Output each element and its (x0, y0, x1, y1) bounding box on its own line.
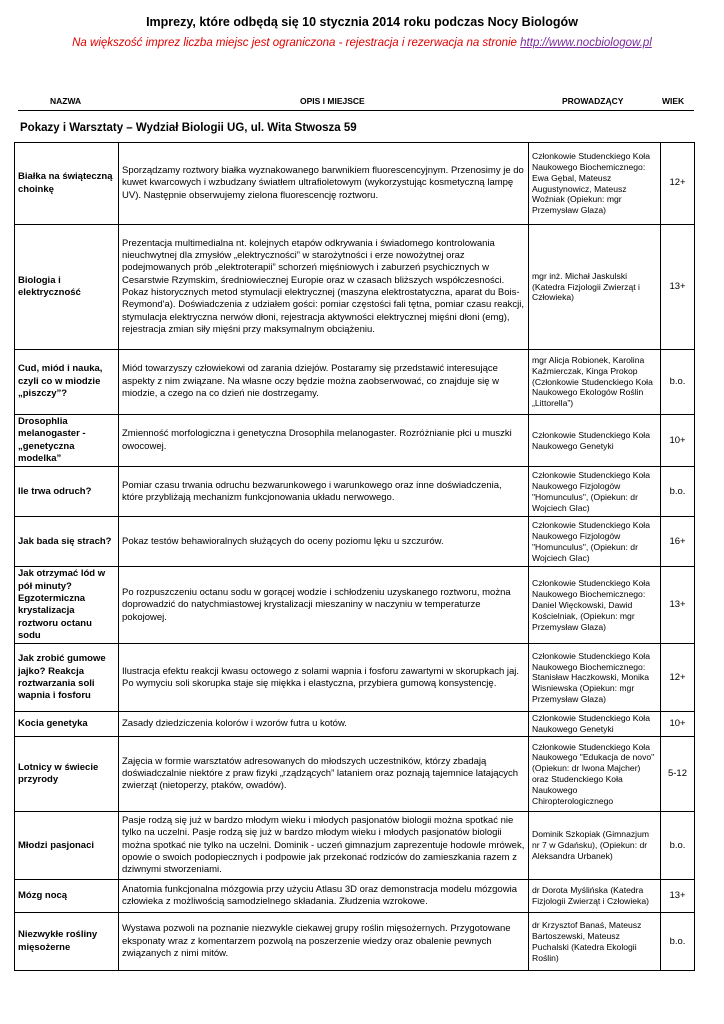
event-description: Pomiar czasu trwania odruchu bezwarunkowego i warunkowego oraz inne doświadczenia, które przybliżają mechanizm funkcjonowania układu nerwowego. (119, 467, 529, 517)
section-heading: Pokazy i Warsztaty – Wydział Biologii UG, ul. Wita Stwosza 59 (20, 122, 357, 134)
table-row (15, 517, 695, 567)
table-row (15, 225, 695, 350)
event-age: b.o. (661, 812, 695, 880)
column-header-age: WIEK (662, 96, 685, 106)
column-header-description: OPIS I MIEJSCE (300, 96, 365, 106)
event-age: b.o. (661, 350, 695, 415)
column-header-name: NAZWA (50, 96, 82, 106)
event-description: Pasje rodzą się już w bardzo młodym wieku i młodych pasjonatów biologii można spotkać nie tylko na uczelni. Pasje rodzą się już w bardzo młodym wieku i młodych pasjonatów biologii można spotkać nie tylko na uczelni. Dominik - uczeń gimnazjum zaprezentuje hodowle mrówek, opowie o swoich podopiecznych i podpowie jak przekonać rodziców do zamieszkania razem z dziwnymi stworzeniami. (119, 812, 529, 880)
table-row (15, 880, 695, 913)
table-row (15, 712, 695, 737)
table-row (15, 644, 695, 712)
event-name: Jak zrobić gumowe jajko? Reakcja roztwarzania soli wapnia i fosforu (15, 644, 119, 712)
event-name: Młodzi pasjonaci (15, 812, 119, 880)
table-row (15, 467, 695, 517)
event-name: Jak otrzymać lód w pół minuty? Egzotermiczna krystalizacja roztworu octanu sodu (15, 567, 119, 644)
event-age: b.o. (661, 467, 695, 517)
event-name: Lotnicy w świecie przyrody (15, 737, 119, 812)
page-title: Imprezy, które odbędą się 10 stycznia 2014 roku podczas Nocy Biologów (146, 15, 578, 29)
event-name: Białka na świąteczną choinkę (15, 143, 119, 225)
event-description: Ilustracja efektu reakcji kwasu octowego z solami wapnia i fosforu zawartymi w skorupkach jaj. Po wymyciu soli skorupka staje się miękka i elastyczna, przybiera gumową konsystencję. (119, 644, 529, 712)
event-host: dr Krzysztof Banaś, Mateusz Bartoszewski, Mateusz Puchalski (Katedra Ekologii Roślin) (529, 913, 661, 971)
event-name: Niezwykłe rośliny mięsożerne (15, 913, 119, 971)
event-description: Po rozpuszczeniu octanu sodu w gorącej wodzie i schłodzeniu uzyskanego roztworu, można doprowadzić do natychmiastowej krystalizacji mieszaniny w naczyniu w temperaturze pokojowej. (119, 567, 529, 644)
registration-text: Na większość imprez liczba miejsc jest ograniczona - rejestracja i rezerwacja na stronie (72, 37, 517, 49)
table-row (15, 913, 695, 971)
event-age: 12+ (661, 143, 695, 225)
event-host: Członkowie Studenckiego Koła Naukowego Biochemicznego: Ewa Gębal, Mateusz Augustynowicz, Mateusz Woźniak (Opiekun: mgr Przemysław Glaza) (529, 143, 661, 225)
event-age: 10+ (661, 415, 695, 467)
event-host: Członkowie Studenckiego Koła Naukowego "Edukacja de novo" (Opiekun: dr Iwona Majcher) oraz Studenckiego Koła Naukowego Chiropterologicznego (529, 737, 661, 812)
event-age: 13+ (661, 567, 695, 644)
event-name: Jak bada się strach? (15, 517, 119, 567)
event-name: Ile trwa odruch? (15, 467, 119, 517)
event-host: mgr Alicja Robionek, Karolina Kaźmierczak, Kinga Prokop (Członkowie Studenckiego Koła Naukowego Ekologów Roślin „Littorella”) (529, 350, 661, 415)
event-host: Członkowie Studenckiego Koła Naukowego Biochemicznego: Stanisław Haczkowski, Monika Wisniewska (Opiekun: mgr Przemysław Glaza) (529, 644, 661, 712)
event-age: 12+ (661, 644, 695, 712)
event-name: Mózg nocą (15, 880, 119, 913)
event-host: Dominik Szkopiak (Gimnazjum nr 7 w Gdańsku), (Opiekun: dr Aleksandra Urbanek) (529, 812, 661, 880)
registration-note (0, 37, 724, 49)
event-age: b.o. (661, 913, 695, 971)
event-host: Członkowie Studenckiego Koła Naukowego Fizjologów "Homunculus", (Opiekun: dr Wojciech Glac) (529, 517, 661, 567)
table-row (15, 737, 695, 812)
event-age: 13+ (661, 225, 695, 350)
event-host: Członkowie Studenckiego Koła Naukowego Genetyki (529, 712, 661, 737)
event-name: Kocia genetyka (15, 712, 119, 737)
event-host: mgr inż. Michał Jaskulski (Katedra Fizjologii Zwierząt i Człowieka) (529, 225, 661, 350)
event-description: Miód towarzyszy człowiekowi od zarania dziejów. Postaramy się przedstawić interesujące aspekty z nim związane. Na własne oczy będzie można zaobserwować, co znajduje się w miodzie, a czego na co dzień nie dostrzegamy. (119, 350, 529, 415)
event-host: Członkowie Studenckiego Koła Naukowego Genetyki (529, 415, 661, 467)
table-row (15, 812, 695, 880)
event-host: Członkowie Studenckiego Koła Naukowego Biochemicznego: Daniel Więckowski, Dawid Kościelniak, (Opiekun: mgr Przemysław Glaza) (529, 567, 661, 644)
event-description: Zmienność morfologiczna i genetyczna Drosophila melanogaster. Rozróżnianie płci u muszki owocowej. (119, 415, 529, 467)
event-age: 13+ (661, 880, 695, 913)
event-description: Prezentacja multimedialna nt. kolejnych etapów odkrywania i świadomego kontrolowania nieuchwytnej dla zmysłów „elektryczności” w starożytności i erze nowożytnej oraz podejmowanych prób „elektroterapii” schorzeń mięśniowych i zaburzeń psychicznych w Cesarstwie Rzymskim, średniowiecznej Europie oraz w czasach bliższych współczesności. Pokaz historycznych metod stymulacji elektrycznej (maszyna elektrostatyczna, aparat du Bois-Reymond'a). Doświadczenia z udziałem gości: pomiar częstości fali tętna, pomiar czasu reakcji, stymulacja elektryczna nerwów dłoni, rejestracja aktywności elektrycznej mięśni dłoni (emg), rejestracja zmian siły mięśni przy maksymalnym obciążeniu. (119, 225, 529, 350)
event-description: Zajęcia w formie warsztatów adresowanych do młodszych uczestników, którzy zbadają doświadczalnie niektóre z praw fizyki „rządzących” lataniem oraz poznają tajemnice latających zwierząt (nietoperzy, ptaków, owadów). (119, 737, 529, 812)
event-description: Zasady dziedziczenia kolorów i wzorów futra u kotów. (119, 712, 529, 737)
event-description: Anatomia funkcjonalna mózgowia przy użyciu Atlasu 3D oraz demonstracja modelu mózgowia człowieka z możliwością samodzielnego składania. Złudzenia wzrokowe. (119, 880, 529, 913)
column-header-host: PROWADZĄCY (562, 96, 624, 106)
table-row (15, 143, 695, 225)
event-name: Cud, miód i nauka, czyli co w miodzie „piszczy”? (15, 350, 119, 415)
event-name: Drosophlia melanogaster - „genetyczna modelka” (15, 415, 119, 467)
event-host: Członkowie Studenckiego Koła Naukowego Fizjologów "Homunculus", (Opiekun: dr Wojciech Glac) (529, 467, 661, 517)
event-description: Sporządzamy roztwory białka wyznakowanego barwnikiem fluorescencyjnym. Przenosimy je do kuwet kwarcowych i wzbudzany światłem ultrafioletowym (wykorzystując kosmetyczną lampę UV). Następnie obserwujemy zielona fluorescencję roztworu. (119, 143, 529, 225)
events-table (14, 142, 695, 971)
event-name: Biologia i elektryczność (15, 225, 119, 350)
website-link[interactable]: http://www.nocbiologow.pl (520, 37, 652, 49)
event-description: Wystawa pozwoli na poznanie niezwykle ciekawej grupy roślin mięsożernych. Przygotowane eksponaty wraz z komentarzem pozwolą na poszerzenie wiedzy oraz obalenie pewnych związanych z nimi mitów. (119, 913, 529, 971)
table-row (15, 415, 695, 467)
event-description: Pokaz testów behawioralnych służących do oceny poziomu lęku u szczurów. (119, 517, 529, 567)
table-row (15, 350, 695, 415)
table-row (15, 567, 695, 644)
event-age: 5-12 (661, 737, 695, 812)
table-header (18, 94, 694, 111)
event-age: 10+ (661, 712, 695, 737)
event-host: dr Dorota Myślińska (Katedra Fizjologii Zwierząt i Człowieka) (529, 880, 661, 913)
event-age: 16+ (661, 517, 695, 567)
